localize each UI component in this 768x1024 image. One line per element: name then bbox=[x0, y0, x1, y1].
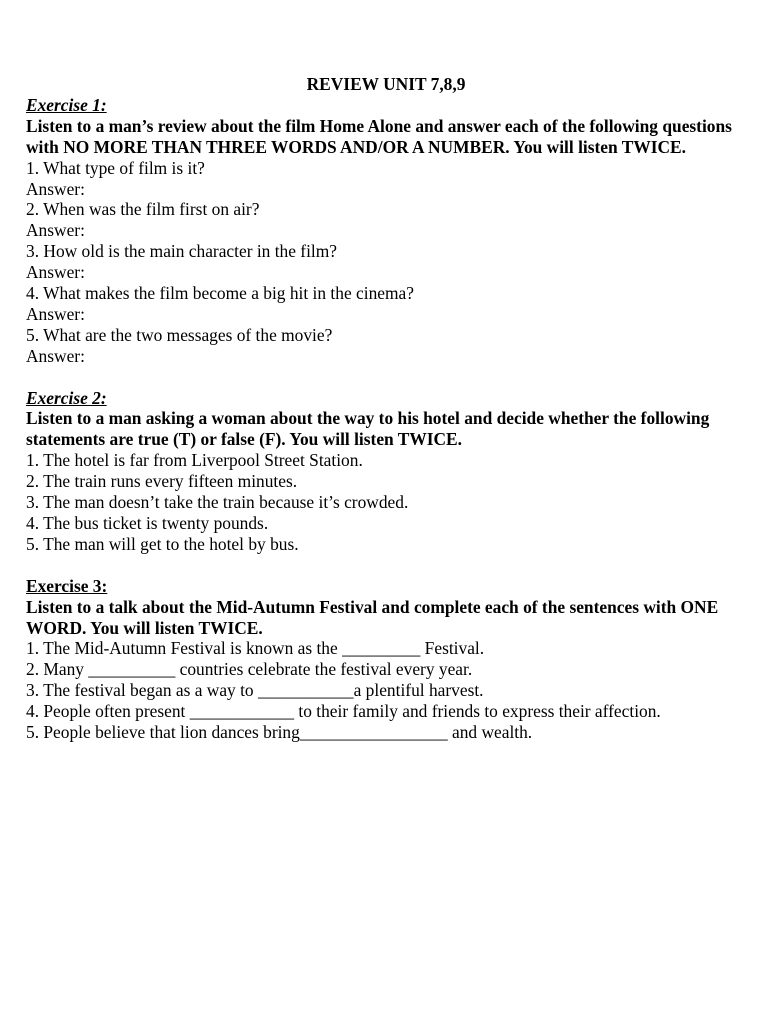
exercise-3-sentence-4: 4. People often present ____________ to their family and friends to express their affection. bbox=[26, 701, 661, 722]
exercise-1-question-1: 1. What type of film is it? bbox=[26, 157, 205, 178]
exercise-1-answer-5: Answer: bbox=[26, 345, 85, 366]
exercise-1-question-2: 2. When was the film first on air? bbox=[26, 199, 260, 220]
exercise-3-sentence-2: 2. Many __________ countries celebrate the festival every year. bbox=[26, 659, 473, 680]
exercise-1-instruction: Listen to a man’s review about the film Home Alone and answer each of the following questions with NO MORE THAN THREE WORDS AND/OR A NUMBER. You will listen TWICE. bbox=[26, 115, 732, 157]
exercise-3-sentence-3: 3. The festival began as a way to ___________a plentiful harvest. bbox=[26, 680, 484, 701]
exercise-1-answer-4: Answer: bbox=[26, 303, 85, 324]
exercise-2-heading: Exercise 2: bbox=[26, 387, 107, 408]
exercise-1-heading: Exercise 1: bbox=[26, 94, 107, 115]
exercise-1-question-4: 4. What makes the film become a big hit in the cinema? bbox=[26, 283, 414, 304]
exercise-3-sentence-1: 1. The Mid-Autumn Festival is known as the _________ Festival. bbox=[26, 638, 485, 659]
section-spacer bbox=[26, 555, 742, 576]
exercise-1-question-3: 3. How old is the main character in the film? bbox=[26, 241, 338, 262]
exercise-1-answer-1: Answer: bbox=[26, 178, 85, 199]
exercise-3-instruction: Listen to a talk about the Mid-Autumn Festival and complete each of the sentences with ONE WORD. You will listen TWICE. bbox=[26, 596, 719, 638]
exercise-2-instruction: Listen to a man asking a woman about the way to his hotel and decide whether the following statements are true (T) or false (F). You will listen TWICE. bbox=[26, 408, 710, 450]
exercise-3-sentence-5: 5. People believe that lion dances bring_________________ and wealth. bbox=[26, 722, 533, 743]
exercise-2-statement-3: 3. The man doesn’t take the train because it’s crowded. bbox=[26, 492, 409, 513]
exercise-3-heading: Exercise 3: bbox=[26, 575, 108, 596]
exercise-2-statement-4: 4. The bus ticket is twenty pounds. bbox=[26, 513, 269, 534]
exercise-2-statement-5: 5. The man will get to the hotel by bus. bbox=[26, 533, 299, 554]
exercise-1-answer-3: Answer: bbox=[26, 262, 85, 283]
exercise-2-statement-2: 2. The train runs every fifteen minutes. bbox=[26, 471, 298, 492]
exercise-1-question-5: 5. What are the two messages of the movie? bbox=[26, 324, 333, 345]
exercise-1-answer-2: Answer: bbox=[26, 220, 85, 241]
section-spacer bbox=[26, 367, 742, 388]
page-title: REVIEW UNIT 7,8,9 bbox=[306, 74, 466, 94]
exercise-2-statement-1: 1. The hotel is far from Liverpool Street Station. bbox=[26, 450, 363, 471]
